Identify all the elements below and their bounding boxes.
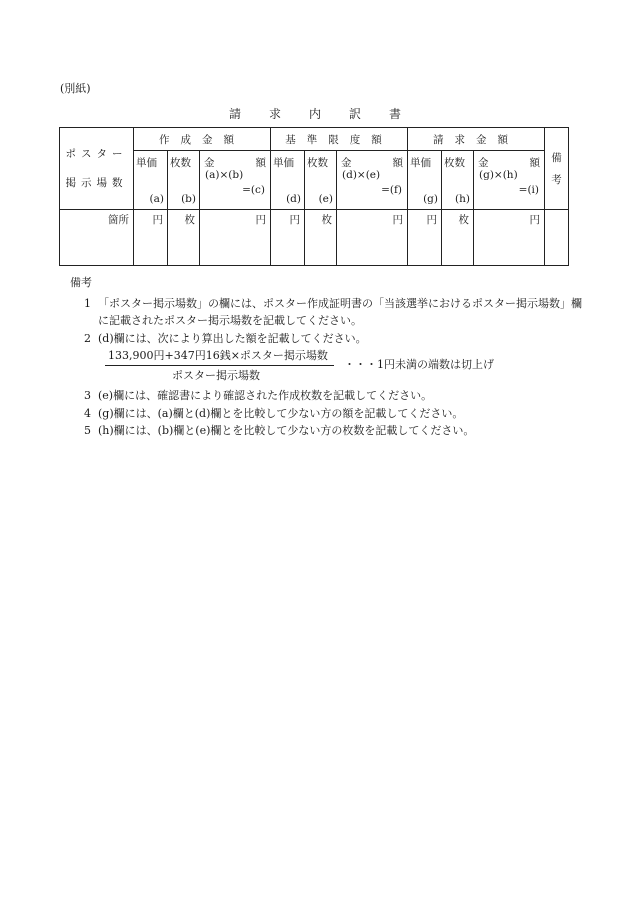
remarks-char: 備 (551, 151, 562, 164)
amount-cell[interactable] (337, 210, 408, 266)
amount-header (337, 151, 408, 210)
formula-numerator: 133,900円+347円16銭×ポスター掲示場数 (108, 349, 328, 362)
unit-label: 箇所 (108, 214, 129, 226)
note-text: (g)欄には、(a)欄と(d)欄とを比較して少ない方の額を記載してください。 (98, 406, 464, 420)
fraction-line (105, 365, 334, 366)
quantity-cell[interactable] (305, 210, 337, 266)
unit-label: 円 (529, 214, 540, 226)
amount-label: 金 (204, 157, 215, 169)
amount-result: =(f) (381, 184, 402, 196)
unit-label: 枚 (458, 214, 469, 226)
note-text: (h)欄には、(b)欄と(e)欄とを比較して少ない方の枚数を記載してください。 (98, 424, 475, 437)
note-item (70, 422, 590, 440)
title-char: 書 (389, 107, 402, 121)
poster-label: 掲示場数 (65, 176, 128, 189)
title-char: 求 (268, 107, 281, 121)
quantity-label: 枚数 (170, 157, 191, 169)
note-number: 1 (84, 296, 91, 310)
formula-denominator: ポスター掲示場数 (172, 369, 260, 382)
unit-label: 円 (289, 214, 300, 226)
amount-formula: (g)×(h) (479, 169, 518, 181)
poster-count-header (60, 128, 134, 210)
column-code: (g) (423, 193, 438, 205)
notes-section (70, 274, 590, 440)
remarks-header (545, 128, 569, 210)
amount-cell[interactable] (474, 210, 545, 266)
unit-price-cell[interactable] (134, 210, 168, 266)
quantity-label: 枚数 (444, 157, 465, 169)
amount-label: 額 (392, 157, 403, 169)
amount-label: 額 (255, 157, 266, 169)
remarks-char: 考 (551, 173, 562, 186)
unit-label: 円 (426, 214, 437, 226)
column-code: (a) (149, 193, 164, 205)
invoice-breakdown-table (59, 127, 569, 266)
note-item (70, 295, 590, 330)
quantity-cell[interactable] (168, 210, 200, 266)
quantity-cell[interactable] (442, 210, 474, 266)
column-code: (e) (318, 193, 333, 205)
amount-label: 金 (341, 157, 352, 169)
unit-label: 枚 (321, 214, 332, 226)
note-text: 「ポスター掲示場数」の欄には、ポスター作成証明書の「当該選挙におけるポスター掲示場数」欄に記載されたポスター掲示場数を記載してください。 (98, 296, 582, 327)
amount-formula: (d)×(e) (342, 169, 381, 181)
unit-label: 円 (255, 214, 266, 226)
remarks-cell[interactable] (545, 210, 569, 266)
calculation-formula (108, 347, 590, 387)
amount-header (200, 151, 271, 210)
quantity-label: 枚数 (307, 157, 328, 169)
amount-label: 金 (478, 157, 489, 169)
unit-label: 円 (152, 214, 163, 226)
unit-label: 円 (392, 214, 403, 226)
amount-result: =(i) (518, 184, 539, 196)
amount-result: =(c) (242, 184, 265, 196)
document-title (0, 105, 630, 122)
poster-count-cell[interactable] (60, 210, 134, 266)
note-number: 4 (84, 406, 91, 420)
unit-price-header (134, 151, 168, 210)
note-item (70, 330, 590, 348)
note-number: 5 (84, 424, 91, 437)
notes-heading: 備考 (70, 276, 92, 289)
unit-price-cell[interactable] (271, 210, 305, 266)
amount-formula: (a)×(b) (205, 169, 244, 181)
unit-price-cell[interactable] (408, 210, 442, 266)
title-char: 訳 (349, 107, 362, 121)
title-char: 請 (228, 107, 241, 121)
column-code: (h) (455, 193, 470, 205)
poster-label: ポスター (65, 147, 128, 160)
title-char: 内 (308, 107, 321, 121)
unit-price-label: 単価 (136, 157, 157, 169)
note-item (70, 387, 590, 405)
annex-label: (別紙) (60, 82, 91, 95)
note-number: 3 (84, 389, 91, 402)
group-header-production: 作成金額 (134, 128, 271, 151)
column-code: (b) (181, 193, 196, 205)
column-code: (d) (286, 193, 301, 205)
amount-label: 額 (529, 157, 540, 169)
unit-price-label: 単価 (273, 157, 294, 169)
quantity-header (168, 151, 200, 210)
unit-price-label: 単価 (410, 157, 431, 169)
group-header-claim: 請求金額 (408, 128, 545, 151)
unit-price-header (271, 151, 305, 210)
amount-cell[interactable] (200, 210, 271, 266)
note-number: 2 (84, 331, 91, 345)
unit-label: 枚 (184, 214, 195, 226)
unit-price-header (408, 151, 442, 210)
amount-header (474, 151, 545, 210)
data-row (60, 210, 569, 266)
note-text: (e)欄には、確認書により確認された作成枚数を記載してください。 (98, 389, 433, 402)
note-text: (d)欄には、次により算出した額を記載してください。 (98, 331, 367, 345)
note-item (70, 405, 590, 423)
rounding-note: ・・・1円未満の端数は切上げ (344, 358, 494, 371)
group-header-limit: 基準限度額 (271, 128, 408, 151)
quantity-header (442, 151, 474, 210)
quantity-header (305, 151, 337, 210)
